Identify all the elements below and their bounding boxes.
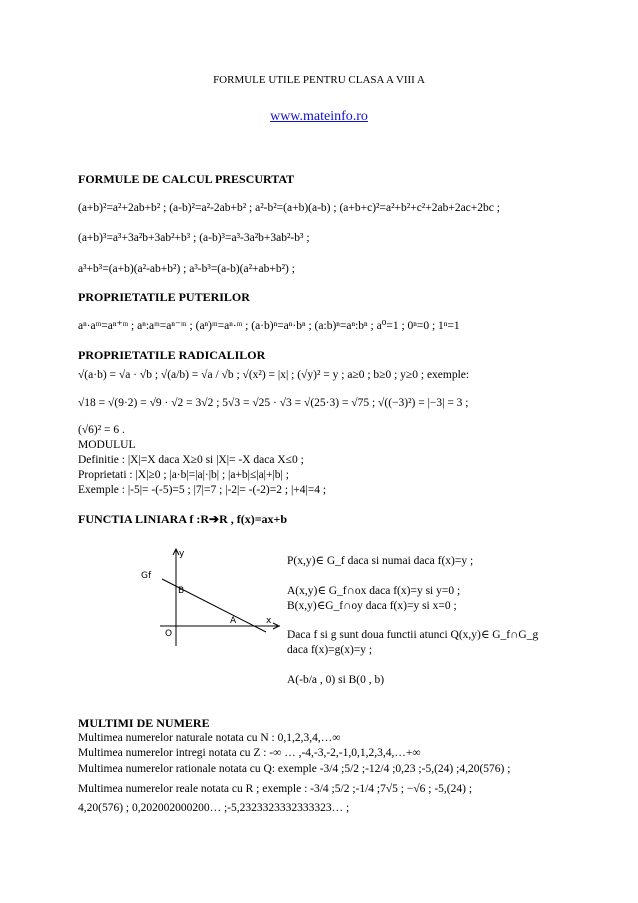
calcul-line-2: (a+b)³=a³+3a²b+3ab²+b³ ; (a-b)³=a³-3a²b+3ab²-b³ ; [78,232,310,244]
functia-rule-3: B(x,y)∈G_f∩oy daca f(x)=y si x=0 ; [287,600,457,612]
radicali-line-1: √(a·b) = √a · √b ; √(a/b) = √a / √b ; √(x²) = |x| ; (√y)² = y ; a≥0 ; b≥0 ; y≥0 ; exemple: [78,369,470,381]
calcul-line-1: (a+b)²=a²+2ab+b² ; (a-b)²=a²-2ab+b² ; a²-b²=(a+b)(a-b) ; (a+b+c)²=a²+b²+c²+2ab+2ac+2bc ; [78,202,500,214]
document-title: FORMULE UTILE PENTRU CLASA A VIII A [213,74,425,86]
multimi-line-2: Multimea numerelor intregi notata cu Z : -∞ … ,-4,-3,-2,-1,0,1,2,3,4,…+∞ [78,747,421,759]
x-axis-label: x [266,616,272,626]
calcul-line-3: a³+b³=(a+b)(a²-ab+b²) ; a³-b³=(a-b)(a²+ab+b²) ; [78,263,295,275]
functia-rule-6: A(-b/a , 0) si B(0 , b) [287,674,385,686]
origin-label: O [165,629,173,639]
multimi-line-1: Multimea numerelor naturale notata cu N : 0,1,2,3,4,…∞ [78,732,341,744]
radicali-line-3: (√6)² = 6 . [78,424,125,436]
heading-functia: FUNCTIA LINIARA f :R➔R , f(x)=ax+b [78,512,288,526]
heading-modul: MODULUL [78,439,136,451]
functia-rule-2: A(x,y)∈ G_f∩ox daca f(x)=y si y=0 ; [287,585,461,597]
multimi-line-3: Multimea numerelor rationale notata cu Q: exemple -3/4 ;5/2 ;-12/4 ;0,23 ;-5,(24) ;4,20(576) ; [78,763,511,775]
functia-rule-4: Daca f si g sunt doua functii atunci Q(x,y)∈ G_f∩G_g [287,629,539,641]
multimi-line-4: Multimea numerelor reale notata cu R ; exemple : -3/4 ;5/2 ;-1/4 ;7√5 ; −√6 ; -5,(24) ; [78,783,473,795]
radicali-line-2: √18 = √(9·2) = √9 · √2 = 3√2 ; 5√3 = √25 · √3 = √(25·3) = √75 ; √((−3)²) = |−3| = 3 ; [78,397,469,409]
heading-multimi: MULTIMI DE NUMERE [78,716,210,730]
multimi-line-5: 4,20(576) ; 0,202002000200… ;-5,2323323332333323… ; [78,802,350,814]
point-a-label: A [230,616,237,626]
y-axis-label: y [179,549,185,559]
heading-radicali: PROPRIETATILE RADICALILOR [78,348,266,362]
puteri-line-1: aⁿ·aᵐ=aⁿ⁺ᵐ ; aⁿ:aᵐ=aⁿ⁻ᵐ ; (aⁿ)ᵐ=aⁿ·ᵐ ; (a·b)ⁿ=aⁿ·bⁿ ; (a:b)ⁿ=aⁿ:bⁿ ; a⁰=1 ; 0ⁿ=0 ; 1ⁿ=1 [78,320,460,332]
heading-puteri: PROPRIETATILE PUTERILOR [78,290,250,304]
functia-rule-5: daca f(x)=g(x)=y ; [287,644,373,656]
gf-label: Gf [141,571,152,581]
point-b-label: B [178,586,185,596]
linear-function-graph [141,548,280,646]
modul-line-1: Definitie : |X|=X daca X≥0 si |X|= -X daca X≤0 ; [78,454,304,466]
heading-calcul: FORMULE DE CALCUL PRESCURTAT [78,172,295,186]
modul-line-3: Exemple : |-5|= -(-5)=5 ; |7|=7 ; |-2|= -(-2)=2 ; |+4|=4 ; [78,484,327,496]
functia-rule-1: P(x,y)∈ G_f daca si numai daca f(x)=y ; [287,555,474,567]
modul-line-2: Proprietati : |X|≥0 ; |a·b|=|a|·|b| ; |a+b|≤|a|+|b| ; [78,469,289,481]
website-link[interactable]: www.mateinfo.ro [270,109,368,124]
